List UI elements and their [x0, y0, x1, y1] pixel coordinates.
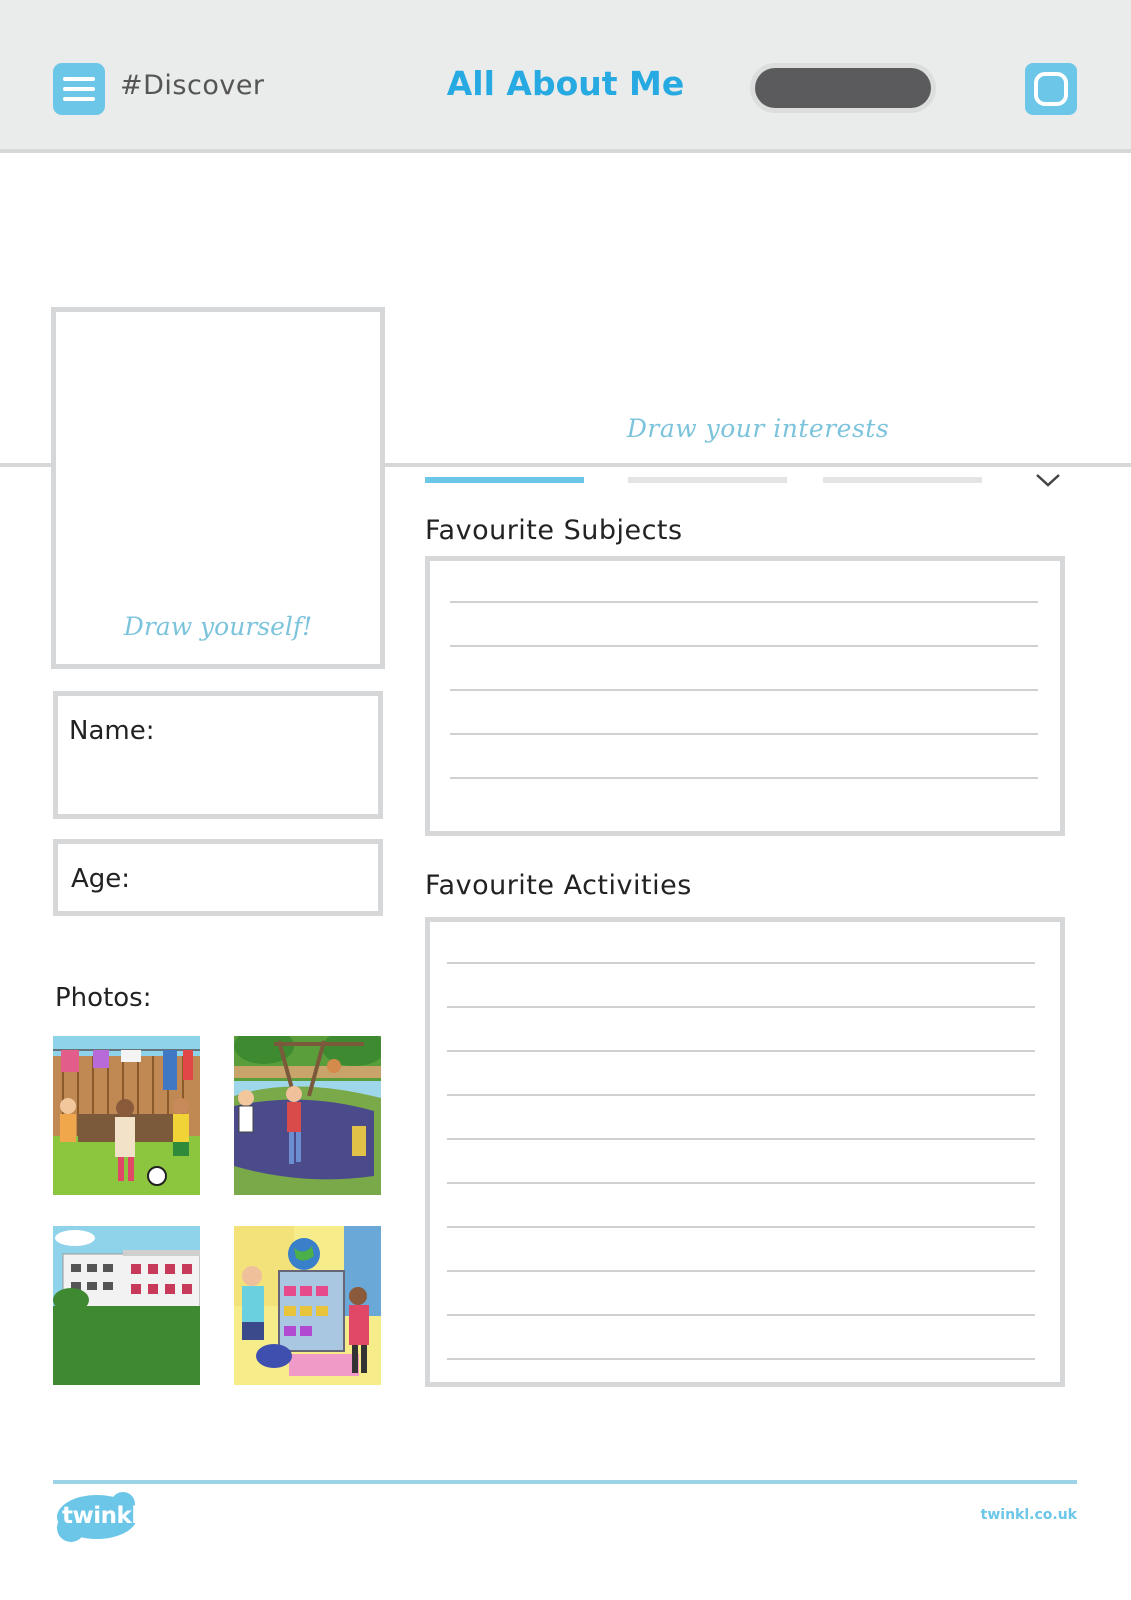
site-link[interactable]: twinkl.co.uk — [980, 1507, 1077, 1523]
interests-caption: Draw your interests — [626, 414, 890, 443]
favourite-activities-title: Favourite Activities — [425, 870, 692, 901]
writing-line — [447, 1094, 1035, 1096]
page-title — [0, 64, 1131, 103]
search-pill-inner — [755, 68, 931, 108]
writing-line — [450, 601, 1038, 603]
logo-text: twinkl — [62, 1503, 139, 1529]
twinkl-logo — [53, 1490, 143, 1546]
footer-divider — [53, 1480, 1077, 1484]
photo-park — [234, 1036, 381, 1195]
writing-line — [447, 1006, 1035, 1008]
favourite-activities-box[interactable] — [425, 917, 1065, 1387]
writing-line — [450, 777, 1038, 779]
age-label: Age: — [71, 864, 131, 894]
writing-line — [450, 733, 1038, 735]
name-field[interactable] — [53, 691, 383, 819]
photo-school-building — [53, 1226, 200, 1385]
writing-line — [447, 962, 1035, 964]
writing-line — [447, 1226, 1035, 1228]
writing-line — [447, 1182, 1035, 1184]
hashtag-label: #Discover — [120, 70, 265, 101]
tab-indicator-active[interactable] — [425, 477, 584, 483]
tab-indicator[interactable] — [628, 477, 787, 483]
search-pill[interactable] — [750, 63, 936, 113]
portrait-caption: Draw yourself! — [123, 612, 313, 641]
page-title-text: All About Me — [446, 64, 685, 103]
tab-indicator[interactable] — [823, 477, 982, 483]
favourite-subjects-box[interactable] — [425, 556, 1065, 836]
writing-line — [447, 1270, 1035, 1272]
rounded-square-icon — [1034, 72, 1068, 106]
writing-line — [447, 1138, 1035, 1140]
writing-line — [447, 1050, 1035, 1052]
writing-line — [450, 645, 1038, 647]
photo-playground — [53, 1036, 200, 1195]
app-header — [0, 0, 1131, 153]
photo-classroom — [234, 1226, 381, 1385]
photos-label: Photos: — [55, 983, 152, 1013]
chevron-down-icon[interactable] — [1034, 470, 1062, 490]
writing-line — [447, 1358, 1035, 1360]
writing-line — [450, 689, 1038, 691]
name-label: Name: — [69, 716, 155, 746]
writing-line — [447, 1314, 1035, 1316]
favourite-subjects-title: Favourite Subjects — [425, 515, 683, 546]
home-button[interactable] — [1025, 63, 1077, 115]
